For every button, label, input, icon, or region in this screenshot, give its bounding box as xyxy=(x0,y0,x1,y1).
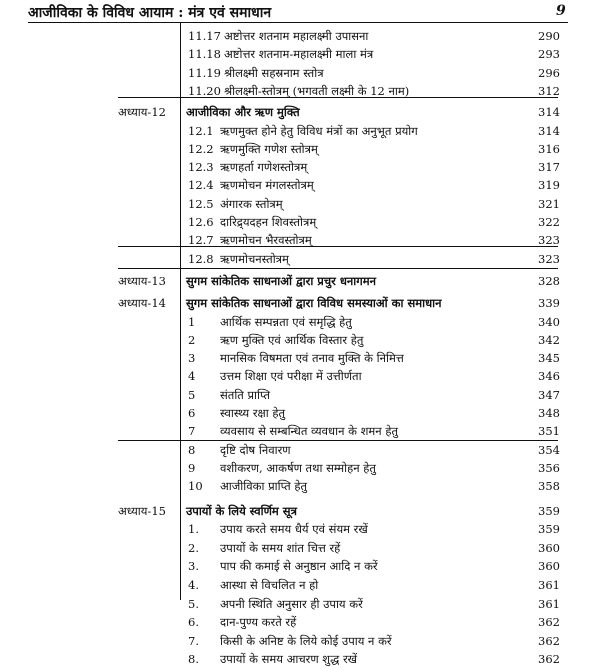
toc-row xyxy=(0,650,600,670)
toc-row xyxy=(0,140,600,160)
page-ref: 316 xyxy=(538,141,560,156)
section-number: 12.6 xyxy=(188,215,214,229)
page-header xyxy=(0,0,600,24)
page-ref: 321 xyxy=(538,196,560,211)
page-ref: 359 xyxy=(538,503,560,518)
page-ref: 361 xyxy=(538,596,560,611)
section-title: उपायों के समय शांत चित्त रहें xyxy=(220,540,341,555)
toc-row xyxy=(0,103,600,123)
section-title: दृष्टि दोष निवारण xyxy=(220,442,291,457)
section-number: 2 xyxy=(188,332,196,347)
toc-row xyxy=(0,502,600,522)
section-number: 8 xyxy=(188,442,196,457)
page-ref: 323 xyxy=(538,251,560,266)
toc-row xyxy=(0,64,600,84)
section-number: 12.3 xyxy=(188,160,214,175)
toc-row xyxy=(0,386,600,406)
section-number: 8. xyxy=(188,652,199,667)
toc-row xyxy=(0,122,600,142)
section-number: 1 xyxy=(188,314,196,329)
page-ref: 345 xyxy=(538,351,560,366)
toc-row xyxy=(0,441,600,461)
header-divider xyxy=(28,22,568,23)
page-ref: 362 xyxy=(538,652,560,667)
section-number: 4. xyxy=(188,577,199,592)
toc-row xyxy=(0,557,600,577)
chapter-label: अध्याय-13 xyxy=(118,273,166,288)
toc-row xyxy=(0,294,600,314)
section-title: श्रीलक्ष्मी-स्तोत्रम् (भगवती लक्ष्मी के 12 नाम) xyxy=(224,83,410,98)
section-number: 3 xyxy=(188,351,196,366)
toc-row xyxy=(0,82,600,102)
section-number: 11.18 xyxy=(188,47,221,62)
page-ref: 346 xyxy=(538,369,560,384)
page-ref: 319 xyxy=(538,178,560,193)
section-number: 12.5 xyxy=(188,196,214,211)
section-title: दारिद्र्यदहन शिवस्तोत्रम् xyxy=(220,215,317,229)
toc-row xyxy=(0,595,600,615)
page-ref: 351 xyxy=(538,424,560,439)
chapter-title: सुगम सांकेतिक साधनाओं द्वारा प्रचुर धनागमन xyxy=(186,273,377,288)
section-number: 11.20 xyxy=(188,83,221,98)
section-number: 7 xyxy=(188,424,196,439)
section-title: अपनी स्थिति अनुसार ही उपाय करें xyxy=(220,596,363,611)
section-title: आजीविका प्राप्ति हेतु xyxy=(220,479,308,494)
toc-row xyxy=(0,213,600,233)
section-title: उत्तम शिक्षा एवं परीक्षा में उत्तीर्णता xyxy=(220,369,362,384)
section-number: 12.8 xyxy=(188,251,214,266)
page-ref: 359 xyxy=(538,522,560,537)
toc-row xyxy=(0,158,600,178)
section-number: 12.7 xyxy=(188,233,214,248)
page-ref: 323 xyxy=(538,233,560,248)
page-ref: 342 xyxy=(538,332,560,347)
toc-row xyxy=(0,231,600,251)
section-title: ऋणमोचन भैरवस्तोत्रम् xyxy=(220,233,312,248)
chapter-title: आजीविका और ऋण मुक्ति xyxy=(186,105,300,120)
page-ref: 362 xyxy=(538,615,560,630)
page-ref: 339 xyxy=(538,296,560,311)
toc-row xyxy=(0,176,600,196)
section-number: 12.1 xyxy=(188,123,214,138)
page-ref: 340 xyxy=(538,314,560,329)
chapter-title: सुगम सांकेतिक साधनाओं द्वारा विविध समस्याओं का समाधान xyxy=(186,296,442,311)
section-number: 6. xyxy=(188,615,199,630)
section-number: 7. xyxy=(188,633,199,648)
section-number: 12.2 xyxy=(188,141,214,156)
page-ref: 312 xyxy=(538,83,560,98)
section-title: श्रीलक्ष्मी सहस्रनाम स्तोत्र xyxy=(224,65,324,80)
page-ref: 296 xyxy=(538,65,560,80)
section-title: ऋणहर्ता गणेशस्तोत्रम् xyxy=(220,160,308,175)
toc-row xyxy=(0,272,600,292)
page-ref: 328 xyxy=(538,273,560,288)
toc-row xyxy=(0,404,600,424)
section-title: ऋणमोचनस्तोत्रम् xyxy=(220,251,289,266)
page-ref: 354 xyxy=(538,442,560,457)
page-ref: 317 xyxy=(538,160,560,175)
chapter-label: अध्याय-12 xyxy=(118,105,166,120)
page-ref: 360 xyxy=(538,540,560,555)
toc-row xyxy=(0,45,600,65)
toc-row xyxy=(0,539,600,559)
section-number: 11.19 xyxy=(188,65,221,80)
page-ref: 348 xyxy=(538,406,560,420)
page-number: 9 xyxy=(556,3,566,19)
section-title: संतति प्राप्ति xyxy=(220,387,271,402)
section-title: दान-पुण्य करते रहें xyxy=(220,615,297,630)
toc-row xyxy=(0,349,600,369)
section-title: अष्टोत्तर शतनाम महालक्ष्मी उपासना xyxy=(224,29,369,43)
page-ref: 347 xyxy=(538,387,560,402)
section-title: उपायों के समय आचरण शुद्ध रखें xyxy=(220,652,358,667)
section-number: 2. xyxy=(188,540,199,555)
toc-row xyxy=(0,195,600,215)
page-ref: 293 xyxy=(538,47,560,62)
section-title: व्यवसाय से सम्बन्धित व्यवधान के शमन हेतु xyxy=(220,424,398,439)
section-number: 10 xyxy=(188,479,203,494)
page-ref: 358 xyxy=(538,479,560,494)
page-ref: 360 xyxy=(538,559,560,574)
section-number: 6 xyxy=(188,406,196,420)
section-title: आर्थिक सम्पन्नता एवं समृद्धि हेतु xyxy=(220,314,352,329)
chapter-label: अध्याय-15 xyxy=(118,503,166,518)
section-title: ऋणमुक्ति गणेश स्तोत्रम् xyxy=(220,141,318,156)
page-ref: 322 xyxy=(538,215,560,229)
toc-row xyxy=(0,632,600,652)
chapter-label: अध्याय-14 xyxy=(118,296,166,311)
section-number: 9 xyxy=(188,460,196,475)
section-title: वशीकरण, आकर्षण तथा सम्मोहन हेतु xyxy=(220,460,376,475)
toc-row xyxy=(0,313,600,333)
section-title: स्वास्थ्य रक्षा हेतु xyxy=(220,406,286,420)
page-ref: 356 xyxy=(538,460,560,475)
section-title: किसी के अनिष्ट के लिये कोई उपाय न करें xyxy=(220,633,392,648)
section-number: 5. xyxy=(188,596,199,611)
section-number: 1. xyxy=(188,522,199,537)
toc-row xyxy=(0,576,600,596)
section-title: उपाय करते समय धैर्य एवं संयम रखें xyxy=(220,522,368,537)
page-ref: 361 xyxy=(538,577,560,592)
section-number: 3. xyxy=(188,559,199,574)
section-number: 5 xyxy=(188,387,196,402)
toc-row xyxy=(0,250,600,270)
chapter-title: उपायों के लिये स्वर्णिम सूत्र xyxy=(186,503,297,518)
toc-row xyxy=(0,459,600,479)
toc-row xyxy=(0,331,600,351)
section-title: ऋणमोचन मंगलस्तोत्रम् xyxy=(220,178,314,193)
section-title: अंगारक स्तोत्रम् xyxy=(220,196,283,211)
section-title: ऋणमुक्त होने हेतु विविध मंत्रों का अनुभूत प्रयोग xyxy=(220,123,418,138)
section-number: 4 xyxy=(188,369,196,384)
section-number: 11.17 xyxy=(188,29,221,43)
page-ref: 314 xyxy=(538,123,560,138)
section-title: ऋण मुक्ति एवं आर्थिक विस्तार हेतु xyxy=(220,332,364,347)
section-title: अष्टोत्तर शतनाम-महालक्ष्मी माला मंत्र xyxy=(224,47,374,62)
section-title: आस्था से विचलित न हो xyxy=(220,577,319,592)
toc-row xyxy=(0,27,600,47)
toc-row xyxy=(0,520,600,540)
toc-row xyxy=(0,367,600,387)
toc-row xyxy=(0,613,600,633)
section-title: मानसिक विषमता एवं तनाव मुक्ति के निमित्त xyxy=(220,351,404,366)
page-ref: 290 xyxy=(538,29,560,43)
page-ref: 362 xyxy=(538,633,560,648)
section-title: पाप की कमाई से अनुष्ठान आदि न करें xyxy=(220,559,378,574)
section-number: 12.4 xyxy=(188,178,214,193)
book-title: आजीविका के विविध आयाम : मंत्र एवं समाधान xyxy=(28,5,272,21)
toc-row xyxy=(0,422,600,442)
page-ref: 314 xyxy=(538,105,560,120)
toc-row xyxy=(0,477,600,497)
